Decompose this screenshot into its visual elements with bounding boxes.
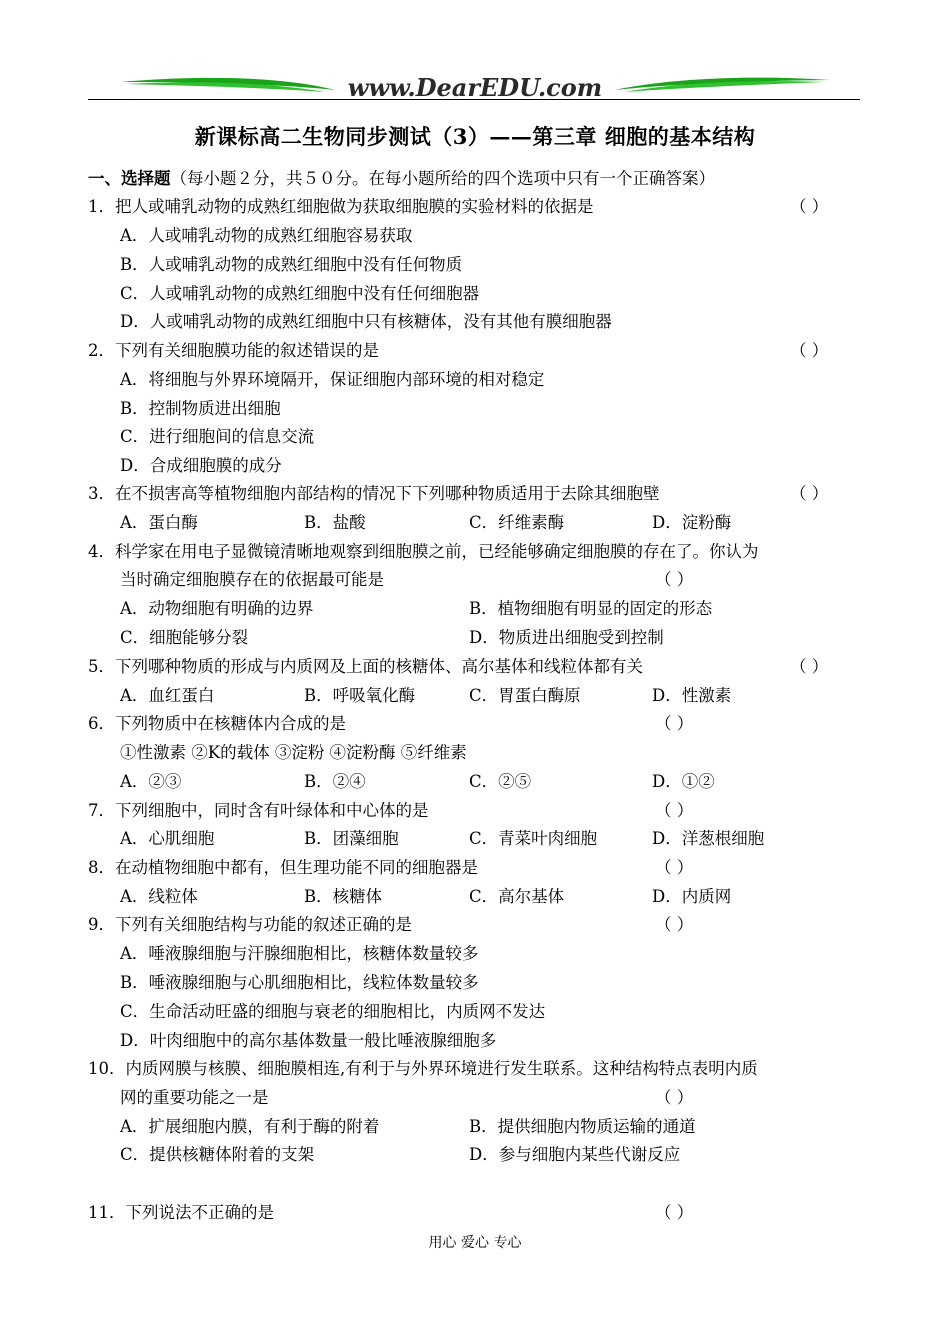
q7-option-c: C．青菜叶肉细胞 xyxy=(469,829,598,848)
q6-option-b: B．②④ xyxy=(304,772,366,791)
q4-option-c: C．细胞能够分裂 xyxy=(120,628,249,647)
q9-answer-bracket: （ ） xyxy=(655,915,694,934)
q5-answer-bracket: （ ） xyxy=(790,657,829,676)
q4-answer-bracket: （ ） xyxy=(655,570,694,589)
q3-answer-bracket: （ ） xyxy=(790,484,829,503)
q9-stem: 9．下列有关细胞结构与功能的叙述正确的是 xyxy=(88,915,412,934)
q9-option-a: A．唾液腺细胞与汗腺细胞相比，核糖体数量较多 xyxy=(120,944,479,963)
q11-stem: 11．下列说法不正确的是 xyxy=(88,1203,274,1222)
q7-option-b: B．团藻细胞 xyxy=(304,829,399,848)
q3-option-c: C．纤维素酶 xyxy=(469,513,565,532)
q1-option-b: B．人或哺乳动物的成熟红细胞中没有任何物质 xyxy=(120,255,463,274)
q8-option-c: C．高尔基体 xyxy=(469,887,565,906)
q8-stem: 8．在动植物细胞中都有，但生理功能不同的细胞器是 xyxy=(88,858,478,877)
q1-option-c: C．人或哺乳动物的成熟红细胞中没有任何细胞器 xyxy=(120,284,480,303)
q1-option-a: A．人或哺乳动物的成熟红细胞容易获取 xyxy=(120,226,413,245)
q8-option-a: A．线粒体 xyxy=(120,887,198,906)
q1-answer-bracket: （ ） xyxy=(790,197,829,216)
q2-option-d: D．合成细胞膜的成分 xyxy=(120,456,282,475)
q9-option-c: C．生命活动旺盛的细胞与衰老的细胞相比，内质网不发达 xyxy=(120,1002,546,1021)
q5-option-c: C．胃蛋白酶原 xyxy=(469,686,581,705)
q2-option-a: A．将细胞与外界环境隔开，保证细胞内部环境的相对稳定 xyxy=(120,370,545,389)
section-instruction: （每小题２分，共５０分。在每小题所给的四个选项中只有一个正确答案） xyxy=(170,169,715,188)
dearedu-logo xyxy=(120,68,830,102)
q2-option-b: B．控制物质进出细胞 xyxy=(120,399,281,418)
q10-option-d: D．参与细胞内某些代谢反应 xyxy=(469,1145,681,1164)
q6-answer-bracket: （ ） xyxy=(655,714,694,733)
q8-option-b: B．核糖体 xyxy=(304,887,383,906)
q5-option-a: A．血红蛋白 xyxy=(120,686,215,705)
q3-option-a: A．蛋白酶 xyxy=(120,513,198,532)
q8-answer-bracket: （ ） xyxy=(655,858,694,877)
q4-option-b: B．植物细胞有明显的固定的形态 xyxy=(469,599,713,618)
q7-answer-bracket: （ ） xyxy=(655,801,694,820)
q5-option-d: D．性激素 xyxy=(652,686,732,705)
q7-stem: 7．下列细胞中，同时含有叶绿体和中心体的是 xyxy=(88,801,429,820)
q7-option-d: D．洋葱根细胞 xyxy=(652,829,765,848)
section-heading: 一、选择题 xyxy=(88,169,171,188)
q2-stem: 2．下列有关细胞膜功能的叙述错误的是 xyxy=(88,341,379,360)
q4-option-a: A．动物细胞有明确的边界 xyxy=(120,599,314,618)
q6-stem: 6．下列物质中在核糖体内合成的是 xyxy=(88,714,346,733)
q10-option-c: C．提供核糖体附着的支架 xyxy=(120,1145,315,1164)
logo-text: www.DearEDU.com xyxy=(347,73,603,102)
q6-option-c: C．②⑤ xyxy=(469,772,532,791)
q1-stem: 1．把人或哺乳动物的成熟红细胞做为获取细胞膜的实验材料的依据是 xyxy=(88,197,594,216)
q3-option-d: D．淀粉酶 xyxy=(652,513,732,532)
q6-option-a: A．②③ xyxy=(120,772,182,791)
q4-stem-line1: 4．科学家在用电子显微镜清晰地观察到细胞膜之前，已经能够确定细胞膜的存在了。你认为 xyxy=(88,542,759,561)
page-footer: 用心 爱心 专心 xyxy=(428,1235,522,1251)
q2-answer-bracket: （ ） xyxy=(790,341,829,360)
q8-option-d: D．内质网 xyxy=(652,887,732,906)
header-rule xyxy=(88,99,860,100)
q11-answer-bracket: （ ） xyxy=(655,1203,694,1222)
q10-option-b: B．提供细胞内物质运输的通道 xyxy=(469,1117,696,1136)
q10-stem-line1: 10．内质网膜与核膜、细胞膜相连,有利于与外界环境进行发生联系。这种结构特点表明内质 xyxy=(88,1059,758,1078)
q10-stem-line2: 网的重要功能之一是 xyxy=(120,1088,269,1107)
q2-option-c: C．进行细胞间的信息交流 xyxy=(120,427,315,446)
q4-stem-line2: 当时确定细胞膜存在的依据最可能是 xyxy=(120,570,384,589)
q3-stem: 3．在不损害高等植物细胞内部结构的情况下下列哪种物质适用于去除其细胞壁 xyxy=(88,484,660,503)
section-heading-line xyxy=(88,168,715,190)
q6-item-list: ①性激素 ②K的载体 ③淀粉 ④淀粉酶 ⑤纤维素 xyxy=(120,743,467,762)
q6-option-d: D．①② xyxy=(652,772,715,791)
q9-option-b: B．唾液腺细胞与心肌细胞相比，线粒体数量较多 xyxy=(120,973,479,992)
q1-option-d: D．人或哺乳动物的成熟红细胞中只有核糖体，没有其他有膜细胞器 xyxy=(120,312,612,331)
q9-option-d: D．叶肉细胞中的高尔基体数量一般比唾液腺细胞多 xyxy=(120,1031,497,1050)
q10-option-a: A．扩展细胞内膜，有利于酶的附着 xyxy=(120,1117,380,1136)
q3-option-b: B．盐酸 xyxy=(304,513,366,532)
page-title: 新课标高二生物同步测试（3）——第三章 细胞的基本结构 xyxy=(194,124,756,149)
q5-stem: 5．下列哪种物质的形成与内质网及上面的核糖体、高尔基体和线粒体都有关 xyxy=(88,657,643,676)
q10-answer-bracket: （ ） xyxy=(655,1088,694,1107)
q5-option-b: B．呼吸氧化酶 xyxy=(304,686,416,705)
q7-option-a: A．心肌细胞 xyxy=(120,829,215,848)
q4-option-d: D．物质进出细胞受到控制 xyxy=(469,628,664,647)
